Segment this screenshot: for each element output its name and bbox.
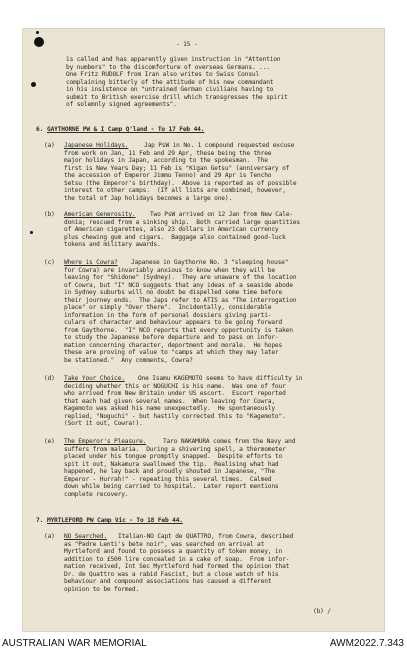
text-line: opinion to be formed. [64, 585, 140, 593]
text-line: (Sort it out, Cowra!). [64, 420, 143, 427]
text-line: first is New Years Day; 11 Feb is "Kigan Getsu" (anniversary of [64, 164, 290, 172]
item-label: (b) [44, 211, 55, 218]
text-line: from Gaythorne. "I" NCO reports that every opportunity is taken [64, 326, 293, 334]
text-line: Dr. de Quattro was a rabid Fascist, but a close watch of his [64, 570, 279, 578]
text-line: the accession of Emperor Jimmu Tenno) and 29 Apr is Tencho [64, 172, 272, 179]
text-line: Japanese in Gaythorne No. 3 "sleeping house" [131, 259, 289, 266]
text-line: Kagemoto was asked his name unexpectedly. He spontaneously [64, 405, 275, 412]
text-line: culars of character and behaviour appears to be going forward [64, 319, 283, 326]
section-heading: MYRTLEFORD PW Camp Vic - To 18 Feb 44. [47, 517, 183, 524]
text-line: information in the form of personal dossiers giving parti- [64, 311, 272, 319]
punch-hole-lower [30, 231, 33, 234]
text-line: One Isamu KAGEMOTO seems to have difficulty in [138, 375, 303, 382]
text-line: major holidays in Japan, according to the spokesman. The [64, 157, 268, 164]
text-line: as "Padre Lenti's bete noir", was searched on arrival at [64, 540, 265, 548]
text-line: be stationed." Any comments, Cowra? [64, 356, 193, 364]
punch-hole-small [36, 31, 39, 34]
text-line: One Fritz RUDOLF from Iran also writes to Swiss Consul [66, 71, 260, 78]
text-line: by numbers" to the discomforture of overseas Germans. ... [66, 63, 270, 71]
page-number: - 15 - [176, 41, 198, 48]
text-line: interest to other camps. (If all lists are combined, however, [64, 187, 286, 194]
text-line: these are proving of value to "camps at which they may later [64, 349, 279, 356]
text-line: is called and has apparently given instruction in "Attention [66, 56, 281, 63]
footer-reference: AWM2022.7.343 [329, 638, 404, 649]
continuation-marker: (b) / [313, 608, 331, 615]
item-label: (c) [44, 259, 55, 266]
text-line: in his insistence on "untrained German civilians having to [66, 86, 274, 93]
text-line: mation concerning character, deportment and morale. He hopes [64, 341, 283, 349]
text-line: leaving for "Shidone" (Sydney). They are unaware of the location [64, 274, 297, 281]
text-line: their journey ends. The Japs refer to ATIS as "The interrogation [64, 296, 297, 304]
text-line: complete recovery. [64, 490, 129, 498]
item-title: NO Searched. [64, 533, 107, 540]
archive-footer [0, 635, 407, 653]
text-line: Two PsW arrived on 12 Jan from New Cale- [150, 211, 294, 218]
text-line: from work on Jan, 11 Feb and 29 Apr, these being the three [64, 149, 272, 157]
text-line: happened, he lay back and proudly shouted in Japanese, "The [64, 468, 275, 475]
text-line: donia; rescued from a sinking ship. Both carried large quantities [64, 218, 300, 226]
text-line: in Sydney suburbs will no doubt be dispelled some time before [64, 289, 283, 296]
text-line: suffers from malaria. During a shivering spell, a thermometer [64, 445, 286, 453]
item-title: American Generosity. [64, 211, 136, 218]
punch-hole-middle [31, 82, 36, 87]
text-line: submit to British exercise drill which transgresses the spirit [66, 93, 288, 101]
punch-hole-top [34, 37, 44, 47]
section-heading: GAYTHORNE PW & I Camp Q'land - To 17 Feb 44. [47, 126, 205, 133]
text-line: of Cowra, but "I" NCO suggests that any ideas of a seaside abode [64, 281, 293, 289]
text-line: of American cigarettes, also 23 dollars in American currency [64, 226, 279, 233]
text-line: placed under his tongue promptly snapped. Despite efforts to [64, 453, 283, 460]
text-line: who arrived from New Britain under US escort. Escort reported [64, 390, 286, 397]
text-line: plus chewing gum and cigars. Baggage also contained good-luck [64, 233, 286, 241]
text-line: place" or simply "Over there". Incidentally, considerable [64, 304, 272, 311]
item-title: The Emperor's Pleasure. [64, 438, 147, 445]
item-label: (e) [44, 438, 55, 445]
text-line: deciding whether this or NOGUCHI is his name. Was one of four [64, 382, 286, 390]
text-line: Setsu (the Emperor's birthday). Above is reported as of possible [64, 179, 297, 187]
item-label: (d) [44, 375, 55, 382]
text-line: behaviour and compound associations has caused a different [64, 578, 272, 585]
text-line: Emperor - Hurrah!" - repeating this several times. Calmed [64, 475, 272, 483]
text-line: the total of Jap holidays becomes a large one). [64, 194, 233, 202]
text-line: Italian-NO Capt de QUATTRO, from Cowra, described [118, 533, 294, 540]
text-line: replied, "Noguchi" - but hastily corrected this to "Kagemoto". [64, 412, 286, 420]
text-line: spit it out, Nakamura swallowed the tip. Realising what had [64, 460, 279, 468]
footer-institution: AUSTRALIAN WAR MEMORIAL [2, 638, 147, 649]
item-label: (a) [44, 142, 55, 149]
text-line: that each had given several names. When leaving for Cowra, [64, 397, 275, 405]
text-line: for Cowra) are invariably anxious to know when they will be [64, 266, 275, 274]
text-line: to study the Japanese before departure and to pass on infor- [64, 334, 279, 341]
text-line: tokens and military awards. [64, 241, 161, 248]
item-title: Take Your Choice. [64, 375, 125, 382]
text-line: Taro NAKAMURA comes from the Navy and [163, 438, 296, 445]
text-line: addition to £500 lire concealed in a cake of soap. From infor- [64, 555, 290, 563]
item-title: Japanese Holidays. [64, 142, 129, 149]
text-line: mation received, Int Sec Myrtleford had formed the opinion that [64, 563, 290, 570]
text-line: Myrtleford and found to possess a quantity of token money, in [64, 548, 283, 555]
section-number: 6. [36, 126, 44, 133]
text-line: complaining bitterly of the attitude of his new commandant [66, 78, 274, 86]
text-line: down while being carried to hospital. Later report mentions [64, 483, 279, 490]
item-label: (a) [44, 533, 55, 540]
section-number: 7. [36, 517, 44, 524]
text-line: Jap PsW in No. 1 compound requested excuse [144, 142, 295, 149]
item-title: Where is Cowra? [64, 259, 118, 266]
text-line: of solemnly signed agreements". [66, 101, 177, 108]
